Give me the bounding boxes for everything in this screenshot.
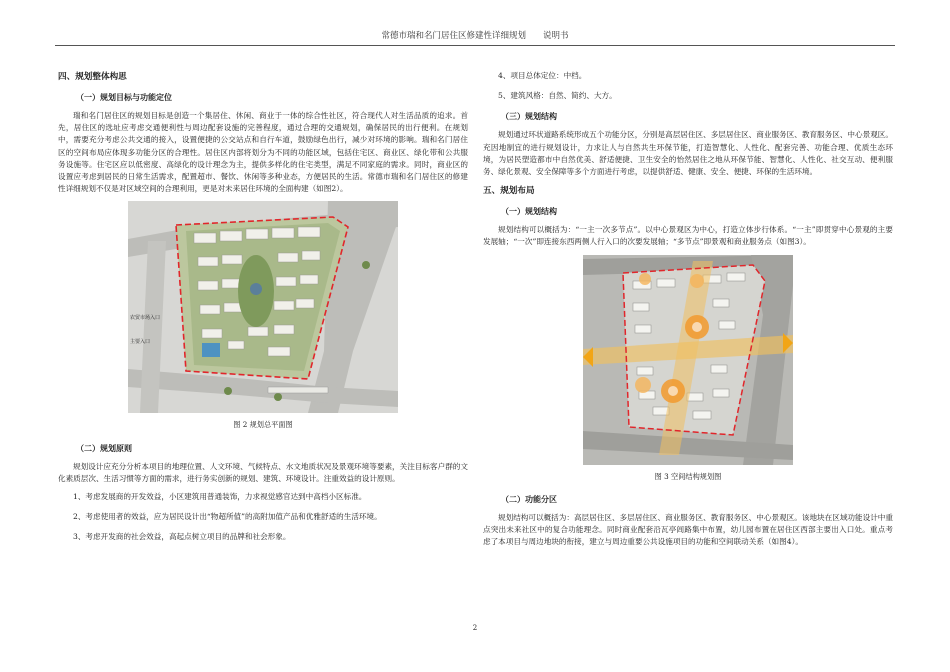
principle-heading: （二）规划原则 <box>76 443 132 453</box>
figure-2-site-plan <box>128 201 398 413</box>
left-column <box>58 70 468 552</box>
fig2-label-market: 农贸市场入口 <box>130 315 161 322</box>
right-column <box>483 70 893 554</box>
zones-heading: （二）功能分区 <box>501 494 557 504</box>
site-plan-image <box>128 201 398 413</box>
header-title: 常德市瑞和名门居住区修建性详细规划 说明书 <box>381 31 569 41</box>
principle-paragraph: 规划设计应充分分析本项目的地理位置、人文环境、气候特点、水文地质状况及景观环境等要素，关注目标客户群的文化素质层次、生活习惯等方面的需求，进行务实创新的规划、建筑、环境设计。注重效益的设计原则。 <box>58 461 468 483</box>
zones-paragraph: 规划结构可以概括为：高层居住区、多层居住区、商业服务区、教育服务区、中心景观区。该地块在区域功能设计中重点突出未来社区中的复合功能理念。同时商业配套沿瓦亭闾路集中布置，幼儿园布置在居住区西部主要出入口处。重点考虑了本项目与周边地块的衔接，建立与周边重要公共设施项目的功能和空间联动关系（如图4）。 <box>483 512 893 547</box>
figure-3-caption: 图 3 空间结构规划图 <box>654 471 722 481</box>
structure-plan-image <box>583 255 793 465</box>
goal-heading: （一）规划目标与功能定位 <box>76 93 172 102</box>
principle-item-4: 4、项目总体定位：中档。 <box>498 71 587 80</box>
principle-item-2: 2、考虑使用者的效益，应为居民设计出“物超所值”的高附加值产品和优雅舒适的生活环境。 <box>73 512 382 522</box>
section-5-heading: 五、规划布局 <box>483 186 535 197</box>
structure-heading-a: （三）规划结构 <box>501 112 557 122</box>
principle-item-1: 1、考虑发展商的开发效益，小区建筑用普通装饰，力求视觉感官达到中高档小区标准。 <box>73 492 367 502</box>
section-4-heading: 四、规划整体构思 <box>58 72 127 82</box>
structure-heading-b: （一）规划结构 <box>501 207 557 217</box>
figure-2-caption: 图 2 规划总平面图 <box>233 420 293 430</box>
figure-3-structure-plan <box>583 255 793 465</box>
principle-item-3: 3、考虑开发商的社会效益，高起点树立项目的品牌和社会形象。 <box>73 532 291 542</box>
fig2-label-entrance: 主要入口 <box>130 339 151 346</box>
page-header <box>55 29 895 46</box>
structure-paragraph-b: 规划结构可以概括为：“一主一次多节点”。以中心景观区为中心，打造立体步行体系。“一主”即贯穿中心景观的主要发展轴；“一次”即连接东西两侧人行入口的次要发展轴；“多节点”即景观和商业服务点（如图3）。 <box>483 225 893 247</box>
page-number: 2 <box>472 624 478 632</box>
principle-item-5: 5、建筑风格：自然、简约、大方。 <box>498 91 617 101</box>
structure-paragraph-a: 规划通过环状道路系统形成五个功能分区，分别是高层居住区、多层居住区、商业服务区、教育服务区、中心景观区。充因地制宜的进行规划设计，力求让人与自然共生环保节能，打造智慧化、人性化、配套完善、功能合理、优质生态环境，为居民塑造都市中自然优美、舒适便捷、卫生安全的怡然居住之地从环保节能、智慧化、人性化、社交互动、便利服务、绿化景观、安全保障等多个方面进行考虑，以提供舒适、健康、安全、便捷、环保的生活环境。 <box>483 130 893 177</box>
goal-paragraph: 瑞和名门居住区的规划目标是创造一个集居住、休闲、商业于一体的综合性社区，符合现代人对生活品质的追求。首先，居住区的选址应考虑交通便利性与周边配套设施的完善程度，通过合理的交通规划，确保居民的出行便利。在规划中，需要充分考虑公共交通的接入，设置便捷的公交站点和自行车道，鼓励绿色出行，减少对环境的影响。瑞和名门居住区的空间布局应体现多功能分区的合理性。居住区内部将划分为不同的功能区域，包括住宅区、商业区、绿化带和公共服务设施等。住宅区应以低密度、高绿化的设计理念为主，提供多样化的住宅类型，满足不同家庭的需求。同时，商业区的设置应考虑到居民的日常生活需求，配置超市、餐饮、休闲等多种业态，方便居民的生活。常德市瑞和名门居住区的修建性详细规划不仅是对区域空间的合理利用，更是对未来居住环境的全面构建（如图2）。 <box>58 111 468 194</box>
